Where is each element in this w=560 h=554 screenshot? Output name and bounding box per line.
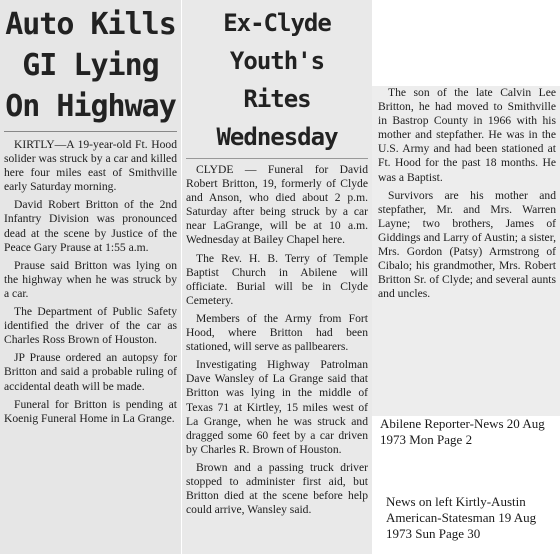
abilene-source-caption: Abilene Reporter-News 20 Aug 1973 Mon Page 2 (380, 416, 545, 447)
right-column-2-body (378, 86, 556, 301)
left-article-body (4, 138, 177, 426)
right-paragraph: Members of the Army from Fort Hood, where Britton had been stationed, will serve as pallbearers. (186, 311, 368, 354)
right-paragraph: Survivors are his mother and stepfather, Mr. and Mrs. Warren Layne; two brothers, James of Giddings and Larry of Austin; a sister, Mrs. Gordon (Patsy) Armstrong of Cibalo; his grandmother, Mrs. Robert Britton Sr. of Clyde; and several aunts and uncles. (378, 188, 556, 301)
right-article-column-1 (186, 163, 368, 517)
right-article-column-2 (372, 86, 560, 416)
left-headline-line: On Highway (5, 89, 176, 124)
left-paragraph: Funeral for Britton is pending at Koenig Funeral Home in La Grange. (4, 397, 177, 425)
left-paragraph: Prause said Britton was lying on the highway when he was struck by a car. (4, 258, 177, 300)
right-paragraph: The Rev. H. B. Terry of Temple Baptist Church in Abilene will officiate. Burial will be in Clyde Cemetery. (186, 251, 368, 307)
right-news-clipping (182, 0, 372, 554)
right-headline-line: Rites Wednesday (216, 85, 338, 151)
right-paragraph: CLYDE — Funeral for David Robert Britton, 19, formerly of Clyde and Anson, who died about 2 p.m. Saturday after being struck by a car near LaGrange, will be at 10 a.m. Wednesday at Bailey Chapel here. (186, 163, 368, 247)
right-headline-line: Ex-Clyde Youth's (223, 9, 331, 75)
left-paragraph: JP Prause ordered an autopsy for Britton and said a probable ruling of accidental death will be made. (4, 351, 177, 393)
right-paragraph: Brown and a passing truck driver stopped to administer first aid, but Britton died at the scene before help could arrive, Wansley said. (186, 460, 368, 517)
headline-divider (186, 158, 368, 159)
left-headline-line: GI Lying (22, 48, 159, 83)
left-headline-line: Auto Kills (5, 7, 176, 42)
right-headline (186, 4, 368, 156)
right-paragraph: The son of the late Calvin Lee Britton, he had moved to Smithville in Bastrop County in 1966 with his mother and stepfather. He was in the U.S. Army and had been stationed at Ft. Hood for the past 18 months. He was a Baptist. (378, 86, 556, 184)
right-paragraph: Investigating Highway Patrolman Dave Wansley of La Grange said that Britton was lying in the middle of Texas 71 at Kirtley, 15 miles west of La Grange, when he was struck and dragged some 60 feet by a car driven by Charles R. Brown of Houston. (186, 358, 368, 456)
left-news-clipping (0, 0, 181, 554)
left-paragraph: David Robert Britton of the 2nd Infantry Division was pronounced dead at the scene by Justice of the Peace Gary Prause at 1:55 a.m. (4, 198, 177, 254)
left-headline (4, 4, 177, 132)
austin-source-caption: News on left Kirtly-Austin American-Statesman 19 Aug 1973 Sun Page 30 (386, 494, 537, 541)
left-paragraph: The Department of Public Safety identified the driver of the car as Charles Ross Brown of Houston. (4, 305, 177, 347)
left-paragraph: KIRTLY—A 19-year-old Ft. Hood solider was struck by a car and killed here four miles east of Smithville early Saturday morning. (4, 138, 177, 194)
